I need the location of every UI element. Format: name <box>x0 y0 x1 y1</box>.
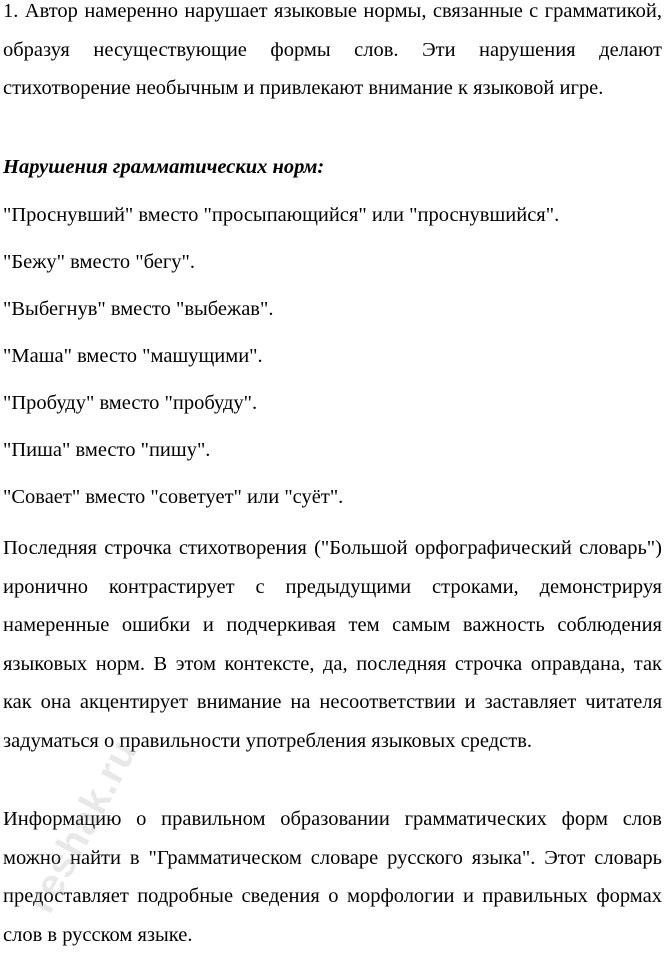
last-line-paragraph: Последняя строчка стихотворения ("Большой орфографический словарь") иронично контрастирует с предыдущими строками, демонстрируя намеренные ошибки и подчеркивая тем самым важность соблюдения языковых норм. В этом контексте, да, последняя строчка оправдана, так как она акцентирует внимание на несоответствии и заставляет читателя задуматься о правильности употребления языковых средств. <box>3 537 662 752</box>
section-heading: Нарушения грамматических норм: <box>3 156 325 178</box>
violation-item-5: "Пробуду" вместо "пробуду". <box>3 392 258 414</box>
violation-item-1: "Проснувший" вместо "просыпающийся" или "проснувшийся". <box>3 204 560 226</box>
violation-item-3: "Выбегнув" вместо "выбежав". <box>3 298 274 320</box>
intro-paragraph: 1. Автор намеренно нарушает языковые нормы, связанные с грамматикой, образуя несуществующие формы слов. Эти нарушения делают стихотворение необычным и привлекают внимание к языковой игре. <box>3 0 662 100</box>
violation-item-2: "Бежу" вместо "бегу". <box>3 251 195 273</box>
watermark-logo: reshak.ru <box>18 732 147 920</box>
violation-item-7: "Совает" вместо "советует" или "суёт". <box>3 486 344 508</box>
source-paragraph: Информацию о правильном образовании грамматических форм слов можно найти в "Грамматическом словаре русского языка". Этот словарь предоставляет подробные сведения о морфологии и правильных формах слов в русском языке. <box>3 808 662 946</box>
violation-item-4: "Маша" вместо "машущими". <box>3 345 263 367</box>
violation-item-6: "Пиша" вместо "пишу". <box>3 439 211 461</box>
